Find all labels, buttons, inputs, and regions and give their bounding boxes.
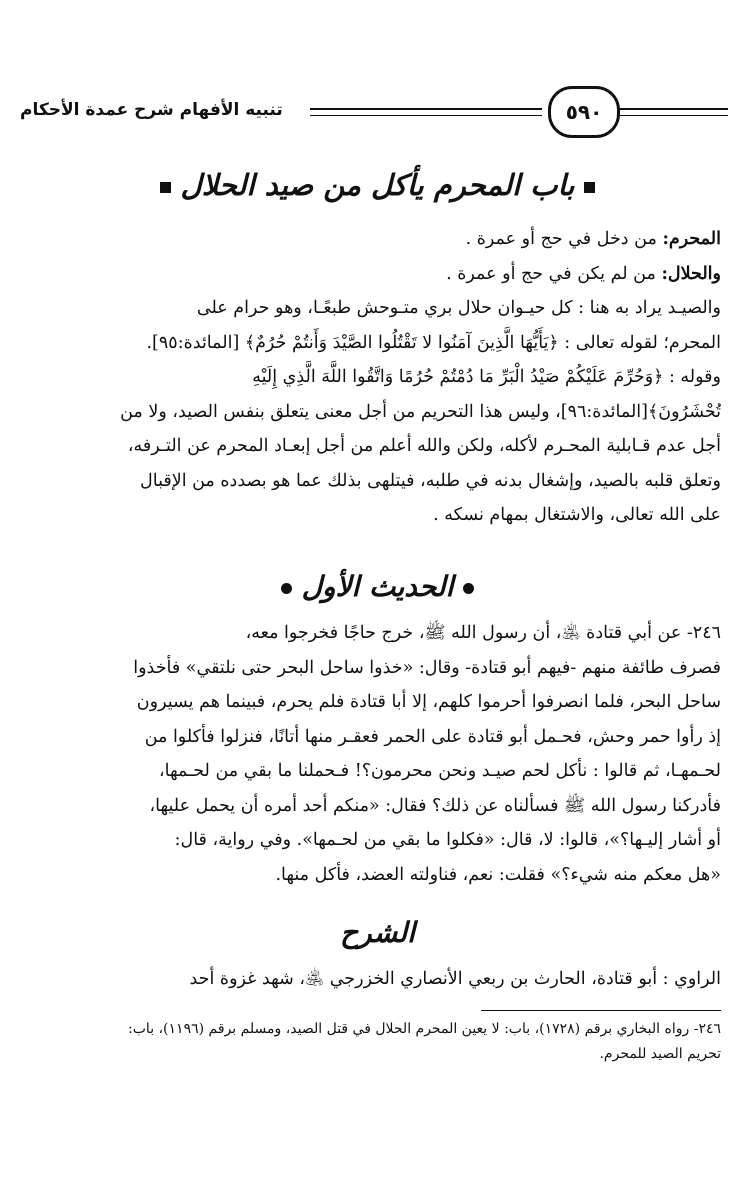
intro-paragraph: [31, 291, 721, 533]
text-line: فصرف طائفة منهم -فيهم أبو قتادة- وقال: «خذوا ساحل البحر حتى نلتقي» فأخذوا: [133, 657, 721, 678]
square-ornament-icon: [584, 182, 595, 193]
commentary-title-row: [0, 916, 755, 949]
text-line: فأدركنا رسول الله ﷺ فسألناه عن ذلك؟ فقال: «منكم أحد أمره أن يحمل عليها،: [149, 795, 721, 816]
footnote-divider: [481, 1010, 721, 1011]
text-line: وقوله : ﴿وَحُرِّمَ عَلَيْكُمْ صَيْدُ الْبَرِّ مَا دُمْتُمْ حُرُمًا وَاتَّقُوا اللَّهَ الَّذِي إِلَيْهِ: [252, 367, 721, 387]
header-rule: [620, 108, 728, 116]
text-line: والصيـد يراد به هنا : كل حيـوان حلال بري متـوحش طبعًـا، وهو حرام على: [196, 298, 721, 318]
text-line: أجل عدم قـابلية المحـرم لأكله، ولكن والله أعلم من أجل إبعـاد المحرم عن التـرفه،: [127, 436, 721, 456]
text-line: إذ رأوا حمر وحش، فحـمل أبو قتادة على الحمر فعقـر منها أتانًا، فنزلوا فأكلوا من: [144, 726, 721, 747]
text-line: ساحل البحر، فلما انصرفوا أحرموا كلهم، إلا أبا قتادة فلم يحرم، فبينما هم يسيرون: [136, 692, 721, 712]
text-line: أو أشار إليـها؟»، قالوا: لا، قال: «فكلوا ما بقي من لحـمها». وفي رواية، قال:: [174, 830, 721, 850]
definition-term: المحرم:: [662, 229, 721, 249]
footnote-line: ٢٤٦- رواه البخاري برقم (١٧٢٨)، باب: لا يعين المحرم الحلال في قتل الصيد، ومسلم برقم (١١٩٦)، باب:: [128, 1021, 721, 1037]
text-line: ٢٤٦- عن أبي قتادة ﵁، أن رسول الله ﷺ، خرج حاجًا فخرجوا معه،: [245, 623, 721, 643]
running-title: تنبيه الأفهام شرح عمدة الأحكام: [20, 100, 283, 120]
definition-text: من لم يكن في حج أو عمرة .: [446, 263, 656, 284]
text-line: وتعلق قلبه بالصيد، وإشغال بدنه في طلبه، فيتلهى بذلك عما هو بصدده من الإقبال: [140, 470, 721, 491]
definition-term: والحلال:: [661, 263, 721, 284]
page-header: [20, 86, 735, 138]
text-line: على الله تعالى، والاشتغال بمهام نسكه .: [433, 505, 721, 525]
chapter-title: باب المحرم يأكل من صيد الحلال: [180, 168, 575, 202]
definition-text: من دخل في حج أو عمرة .: [465, 229, 657, 249]
definitions: [31, 222, 721, 291]
hadith-text: [31, 616, 721, 892]
dot-ornament-icon: [463, 583, 474, 594]
text-line: الراوي : أبو قتادة، الحارث بن ربعي الأنصاري الخزرجي ﵁، شهد غزوة أحد: [189, 969, 721, 989]
text-line: «هل معكم منه شيء؟» فقلت: نعم، فناولته العضد، فأكل منها.: [275, 864, 721, 885]
page-number: ٥٩٠: [565, 100, 603, 124]
text-line: لحـمهـا، ثم قالوا : نأكل لحم صيـد ونحن محرمون؟! فـحملنا ما بقي من لحـمها،: [158, 761, 721, 781]
page-number-badge: [548, 86, 620, 138]
hadith-title: الحديث الأول: [301, 570, 454, 603]
dot-ornament-icon: [281, 583, 292, 594]
definition-line: [31, 222, 721, 257]
footnote: [31, 1017, 721, 1067]
footnote-line: تحريم الصيد للمحرم.: [599, 1046, 721, 1062]
text-line: المحرم؛ لقوله تعالى : ﴿يَأَيُّهَا الَّذِينَ آمَنُوا لا تَقْتُلُوا الصَّيْدَ وَأَنتُمْ حُرُمٌ﴾ [المائدة:٩٥].: [146, 332, 721, 353]
hadith-title-row: [0, 570, 755, 603]
square-ornament-icon: [160, 182, 171, 193]
definition-line: [31, 257, 721, 292]
chapter-title-row: [0, 168, 755, 202]
header-rule: [310, 108, 542, 116]
commentary-text: [31, 962, 721, 997]
commentary-title: الشرح: [340, 916, 415, 949]
text-line: تُحْشَرُونَ﴾[المائدة:٩٦]، وليس هذا التحريم من أجل معنى يتعلق بنفس الصيد، ولا من: [120, 401, 721, 422]
